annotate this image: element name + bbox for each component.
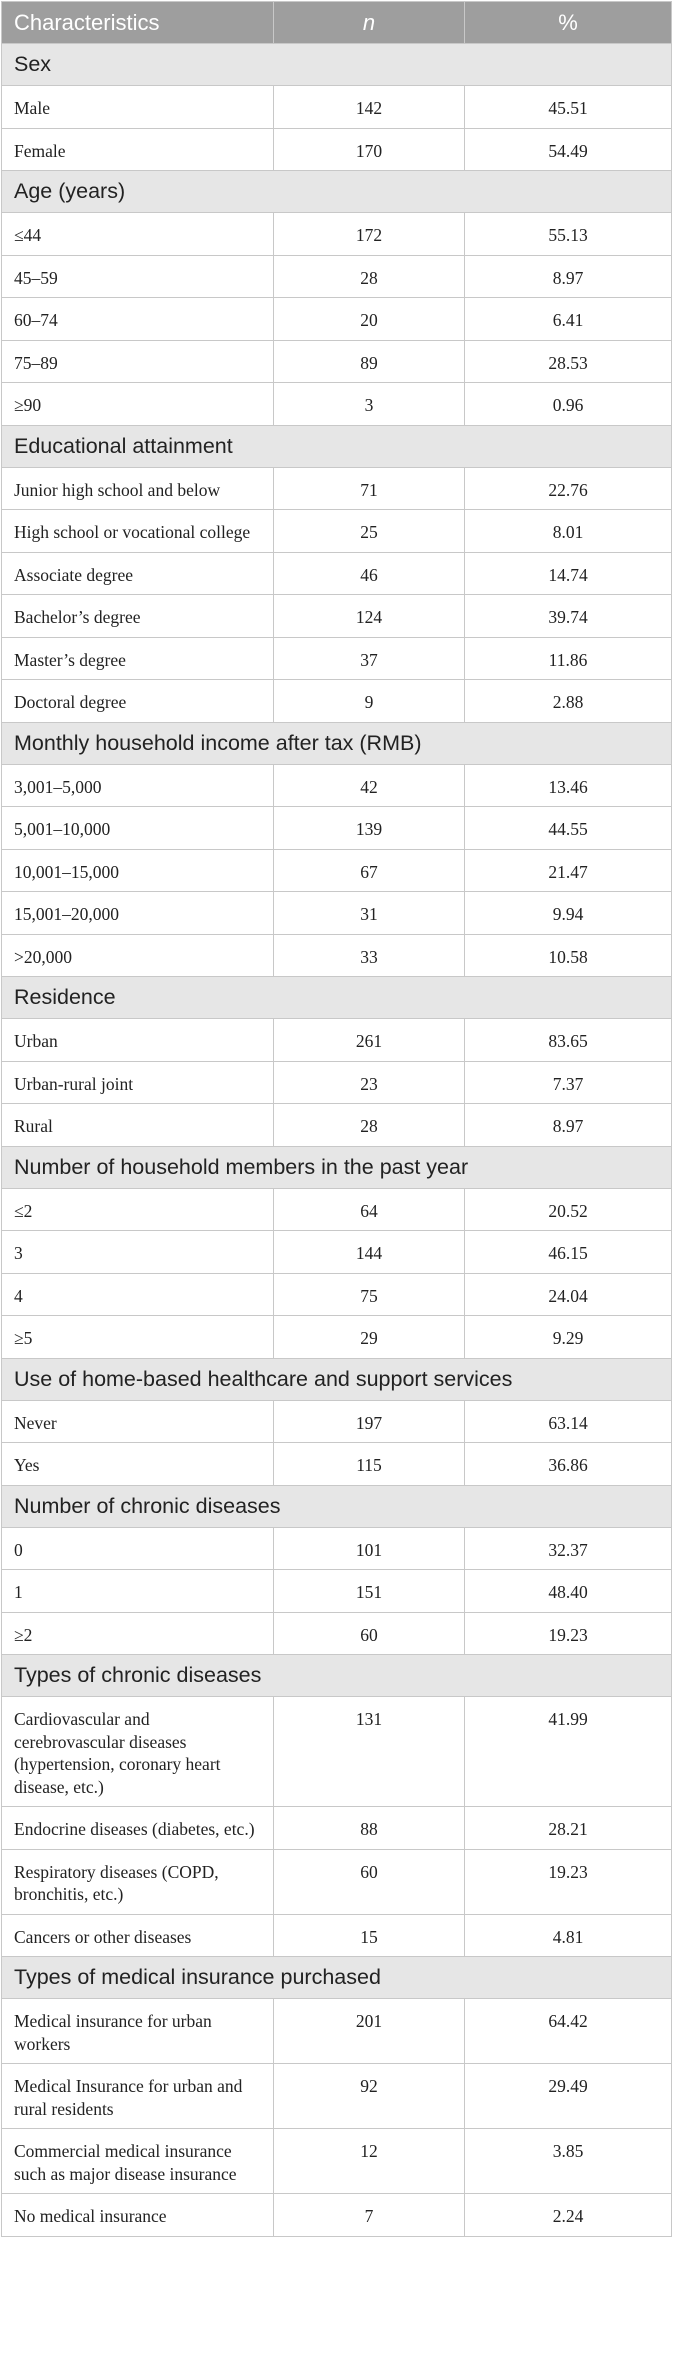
row-percent-value: 54.49	[465, 128, 672, 171]
row-percent-value: 0.96	[465, 383, 672, 426]
row-percent-value: 63.14	[465, 1400, 672, 1443]
table-row	[2, 1104, 672, 1147]
row-percent-value: 21.47	[465, 849, 672, 892]
row-percent-value: 3.85	[465, 2129, 672, 2194]
table-row	[2, 1019, 672, 1062]
table-header	[2, 2, 672, 44]
row-label: ≤44	[2, 213, 274, 256]
row-label: High school or vocational college	[2, 510, 274, 553]
characteristics-table-container	[1, 1, 671, 2237]
row-percent-value: 2.88	[465, 680, 672, 723]
row-percent-value: 9.29	[465, 1316, 672, 1359]
row-percent-value: 29.49	[465, 2064, 672, 2129]
table-row	[2, 1400, 672, 1443]
row-percent-value: 28.21	[465, 1807, 672, 1850]
row-label: 75–89	[2, 340, 274, 383]
row-n-value: 89	[274, 340, 465, 383]
row-percent-value: 44.55	[465, 807, 672, 850]
row-label: Cardiovascular and cerebrovascular diseases (hypertension, coronary heart disease, etc.)	[2, 1697, 274, 1807]
table-row	[2, 1273, 672, 1316]
table-row	[2, 934, 672, 977]
table-row	[2, 467, 672, 510]
table-row	[2, 1570, 672, 1613]
section-header-row	[2, 1655, 672, 1697]
row-n-value: 170	[274, 128, 465, 171]
section-header-row	[2, 1957, 672, 1999]
row-n-value: 60	[274, 1612, 465, 1655]
row-label: 10,001–15,000	[2, 849, 274, 892]
section-title: Monthly household income after tax (RMB)	[2, 722, 672, 764]
row-percent-value: 32.37	[465, 1527, 672, 1570]
row-n-value: 75	[274, 1273, 465, 1316]
table-row	[2, 1316, 672, 1359]
row-percent-value: 20.52	[465, 1188, 672, 1231]
table-row	[2, 1849, 672, 1914]
row-percent-value: 4.81	[465, 1914, 672, 1957]
row-n-value: 151	[274, 1570, 465, 1613]
row-label: 4	[2, 1273, 274, 1316]
row-n-value: 92	[274, 2064, 465, 2129]
row-label: Endocrine diseases (diabetes, etc.)	[2, 1807, 274, 1850]
section-title: Residence	[2, 977, 672, 1019]
row-percent-value: 36.86	[465, 1443, 672, 1486]
row-label: Never	[2, 1400, 274, 1443]
section-title: Types of chronic diseases	[2, 1655, 672, 1697]
row-percent-value: 11.86	[465, 637, 672, 680]
section-header-row	[2, 425, 672, 467]
row-n-value: 23	[274, 1061, 465, 1104]
row-percent-value: 48.40	[465, 1570, 672, 1613]
row-label: Male	[2, 86, 274, 129]
row-percent-value: 6.41	[465, 298, 672, 341]
section-header-row	[2, 1485, 672, 1527]
row-label: No medical insurance	[2, 2194, 274, 2237]
row-n-value: 25	[274, 510, 465, 553]
row-n-value: 9	[274, 680, 465, 723]
table-row	[2, 213, 672, 256]
row-n-value: 144	[274, 1231, 465, 1274]
table-row	[2, 1999, 672, 2064]
row-percent-value: 19.23	[465, 1849, 672, 1914]
section-title: Sex	[2, 44, 672, 86]
row-n-value: 172	[274, 213, 465, 256]
table-row	[2, 1914, 672, 1957]
row-percent-value: 64.42	[465, 1999, 672, 2064]
header-characteristics: Characteristics	[2, 2, 274, 44]
table-row	[2, 764, 672, 807]
table-row	[2, 1612, 672, 1655]
row-percent-value: 83.65	[465, 1019, 672, 1062]
row-label: 1	[2, 1570, 274, 1613]
row-n-value: 131	[274, 1697, 465, 1807]
table-row	[2, 510, 672, 553]
row-label: Doctoral degree	[2, 680, 274, 723]
row-label: 5,001–10,000	[2, 807, 274, 850]
row-n-value: 15	[274, 1914, 465, 1957]
row-percent-value: 10.58	[465, 934, 672, 977]
row-label: Master’s degree	[2, 637, 274, 680]
row-label: Commercial medical insurance such as major disease insurance	[2, 2129, 274, 2194]
row-n-value: 29	[274, 1316, 465, 1359]
row-n-value: 142	[274, 86, 465, 129]
row-n-value: 42	[274, 764, 465, 807]
characteristics-table	[1, 1, 672, 2237]
row-percent-value: 7.37	[465, 1061, 672, 1104]
row-n-value: 31	[274, 892, 465, 935]
row-n-value: 64	[274, 1188, 465, 1231]
table-row	[2, 1231, 672, 1274]
section-header-row	[2, 722, 672, 764]
row-percent-value: 22.76	[465, 467, 672, 510]
row-percent-value: 39.74	[465, 595, 672, 638]
section-header-row	[2, 1358, 672, 1400]
row-label: Yes	[2, 1443, 274, 1486]
table-body	[2, 44, 672, 2237]
row-percent-value: 45.51	[465, 86, 672, 129]
row-n-value: 3	[274, 383, 465, 426]
section-title: Use of home-based healthcare and support services	[2, 1358, 672, 1400]
table-row	[2, 1443, 672, 1486]
row-n-value: 46	[274, 552, 465, 595]
row-label: ≥5	[2, 1316, 274, 1359]
row-label: >20,000	[2, 934, 274, 977]
table-row	[2, 1188, 672, 1231]
row-label: Respiratory diseases (COPD, bronchitis, etc.)	[2, 1849, 274, 1914]
section-title: Number of chronic diseases	[2, 1485, 672, 1527]
row-percent-value: 46.15	[465, 1231, 672, 1274]
row-label: Urban	[2, 1019, 274, 1062]
row-label: 0	[2, 1527, 274, 1570]
row-n-value: 101	[274, 1527, 465, 1570]
table-row	[2, 595, 672, 638]
row-n-value: 67	[274, 849, 465, 892]
row-label: Rural	[2, 1104, 274, 1147]
table-row	[2, 637, 672, 680]
row-n-value: 124	[274, 595, 465, 638]
row-n-value: 139	[274, 807, 465, 850]
row-n-value: 28	[274, 1104, 465, 1147]
row-percent-value: 24.04	[465, 1273, 672, 1316]
table-row	[2, 2064, 672, 2129]
row-percent-value: 55.13	[465, 213, 672, 256]
table-row	[2, 128, 672, 171]
section-header-row	[2, 44, 672, 86]
row-n-value: 71	[274, 467, 465, 510]
row-label: Cancers or other diseases	[2, 1914, 274, 1957]
section-title: Educational attainment	[2, 425, 672, 467]
table-row	[2, 1807, 672, 1850]
row-percent-value: 19.23	[465, 1612, 672, 1655]
row-n-value: 12	[274, 2129, 465, 2194]
section-header-row	[2, 977, 672, 1019]
table-row	[2, 849, 672, 892]
row-n-value: 60	[274, 1849, 465, 1914]
row-percent-value: 13.46	[465, 764, 672, 807]
row-label: Junior high school and below	[2, 467, 274, 510]
section-header-row	[2, 171, 672, 213]
section-header-row	[2, 1146, 672, 1188]
table-row	[2, 86, 672, 129]
row-label: Medical insurance for urban workers	[2, 1999, 274, 2064]
section-title: Age (years)	[2, 171, 672, 213]
row-label: Bachelor’s degree	[2, 595, 274, 638]
row-label: Urban-rural joint	[2, 1061, 274, 1104]
row-label: 60–74	[2, 298, 274, 341]
row-percent-value: 14.74	[465, 552, 672, 595]
row-percent-value: 28.53	[465, 340, 672, 383]
header-n: n	[274, 2, 465, 44]
row-n-value: 7	[274, 2194, 465, 2237]
row-percent-value: 9.94	[465, 892, 672, 935]
row-label: 45–59	[2, 255, 274, 298]
table-row	[2, 383, 672, 426]
table-row	[2, 1527, 672, 1570]
table-row	[2, 340, 672, 383]
header-percent: %	[465, 2, 672, 44]
row-percent-value: 8.01	[465, 510, 672, 553]
table-row	[2, 2194, 672, 2237]
table-row	[2, 255, 672, 298]
row-label: 3	[2, 1231, 274, 1274]
table-row	[2, 2129, 672, 2194]
row-label: 3,001–5,000	[2, 764, 274, 807]
table-row	[2, 1697, 672, 1807]
row-percent-value: 2.24	[465, 2194, 672, 2237]
row-n-value: 88	[274, 1807, 465, 1850]
table-row	[2, 552, 672, 595]
row-label: ≥2	[2, 1612, 274, 1655]
row-label: Female	[2, 128, 274, 171]
row-n-value: 201	[274, 1999, 465, 2064]
table-row	[2, 298, 672, 341]
row-label: Medical Insurance for urban and rural residents	[2, 2064, 274, 2129]
section-title: Number of household members in the past year	[2, 1146, 672, 1188]
table-row	[2, 807, 672, 850]
row-label: Associate degree	[2, 552, 274, 595]
row-label: 15,001–20,000	[2, 892, 274, 935]
header-row	[2, 2, 672, 44]
row-n-value: 28	[274, 255, 465, 298]
table-row	[2, 1061, 672, 1104]
row-label: ≤2	[2, 1188, 274, 1231]
section-title: Types of medical insurance purchased	[2, 1957, 672, 1999]
row-n-value: 33	[274, 934, 465, 977]
row-n-value: 115	[274, 1443, 465, 1486]
table-row	[2, 680, 672, 723]
row-n-value: 20	[274, 298, 465, 341]
row-percent-value: 8.97	[465, 1104, 672, 1147]
table-row	[2, 892, 672, 935]
row-label: ≥90	[2, 383, 274, 426]
row-percent-value: 8.97	[465, 255, 672, 298]
row-n-value: 37	[274, 637, 465, 680]
row-percent-value: 41.99	[465, 1697, 672, 1807]
row-n-value: 197	[274, 1400, 465, 1443]
row-n-value: 261	[274, 1019, 465, 1062]
